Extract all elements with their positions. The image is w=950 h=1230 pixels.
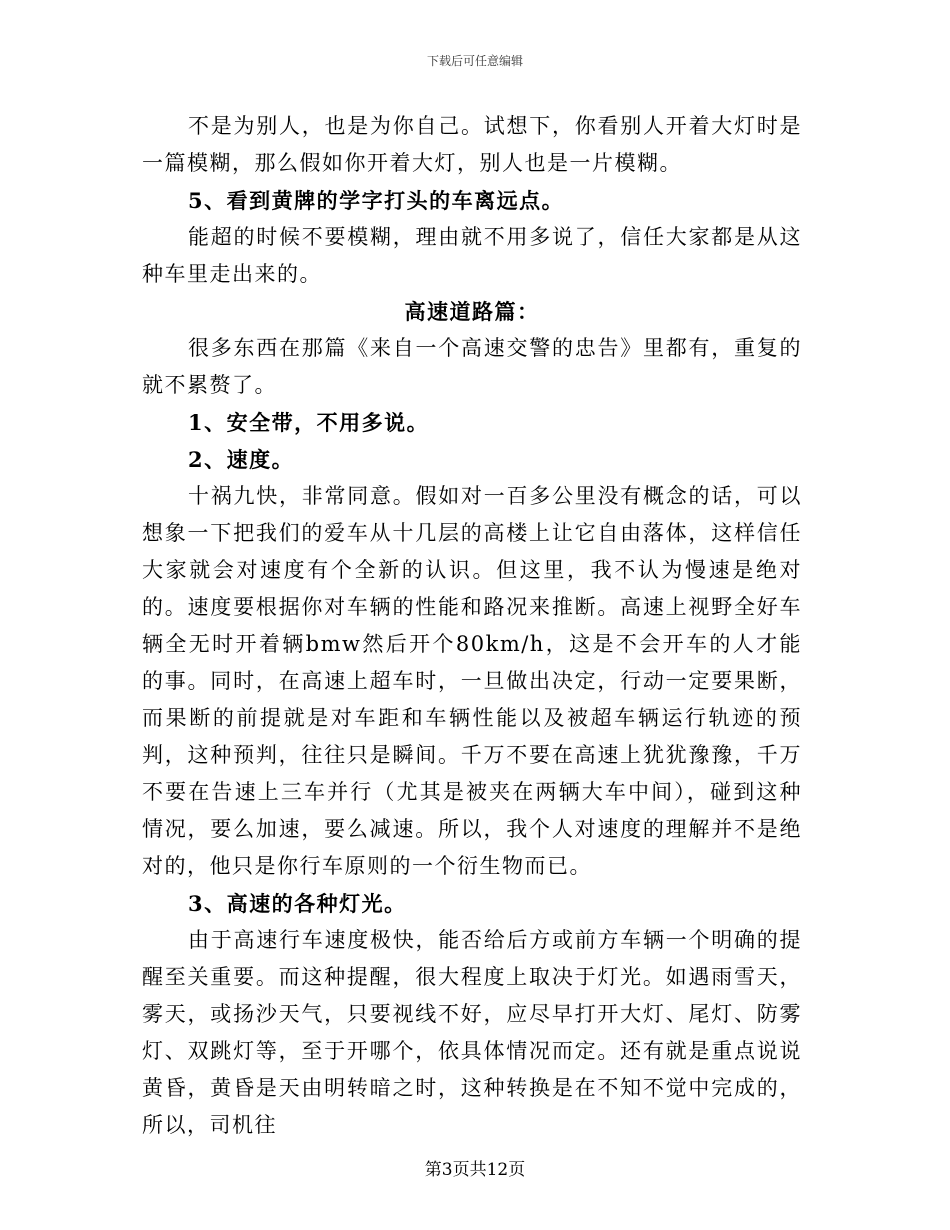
section-title: 高速道路篇：	[404, 299, 540, 324]
page-number: 第3页共12页	[424, 1160, 526, 1180]
item-heading-1: 1、安全带，不用多说。	[188, 410, 430, 435]
paragraph: 能超的时候不要模糊，理由就不用多说了，信任大家都是从这种车里走出来的。	[142, 225, 802, 286]
item-heading-3: 3、高速的各种灯光。	[188, 891, 407, 916]
document-body	[142, 108, 802, 1144]
paragraph: 十祸九快，非常同意。假如对一百多公里没有概念的话，可以想象一下把我们的爱车从十几层的高楼上让它自由落体，这样信任大家就会对速度有个全新的认识。但这里，我不认为慢速是绝对的。速度要根据你对车辆的性能和路况来推断。高速上视野全好车辆全无时开着辆bmw然后开个80km/h，这是不会开车的人才能的事。同时，在高速上超车时，一旦做出决定，行动一定要果断，而果断的前提就是对车距和车辆性能以及被超车辆运行轨迹的预判，这种预判，往往只是瞬间。千万不要在高速上犹犹豫豫，千万不要在告速上三车并行（尤其是被夹在两辆大车中间），碰到这种情况，要么加速，要么减速。所以，我个人对速度的理解并不是绝对的，他只是你行车原则的一个衍生物而已。	[142, 484, 802, 878]
item-heading-5: 5、看到黄牌的学字打头的车离远点。	[188, 188, 565, 213]
page-header-note: 下载后可任意编辑	[426, 54, 523, 68]
paragraph: 由于高速行车速度极快，能否给后方或前方车辆一个明确的提醒至关重要。而这种提醒，很大程度上取决于灯光。如遇雨雪天，雾天，或扬沙天气，只要视线不好，应尽早打开大灯、尾灯、防雾灯、双跳灯等，至于开哪个，依具体情况而定。还有就是重点说说黄昏，黄昏是天由明转暗之时，这种转换是在不知不觉中完成的，所以，司机往	[142, 928, 802, 1137]
item-heading-2: 2、速度。	[188, 447, 295, 472]
paragraph: 不是为别人，也是为你自己。试想下，你看别人开着大灯时是一篇模糊，那么假如你开着大灯，别人也是一片模糊。	[142, 114, 802, 175]
paragraph: 很多东西在那篇《来自一个高速交警的忠告》里都有，重复的就不累赘了。	[142, 336, 802, 397]
